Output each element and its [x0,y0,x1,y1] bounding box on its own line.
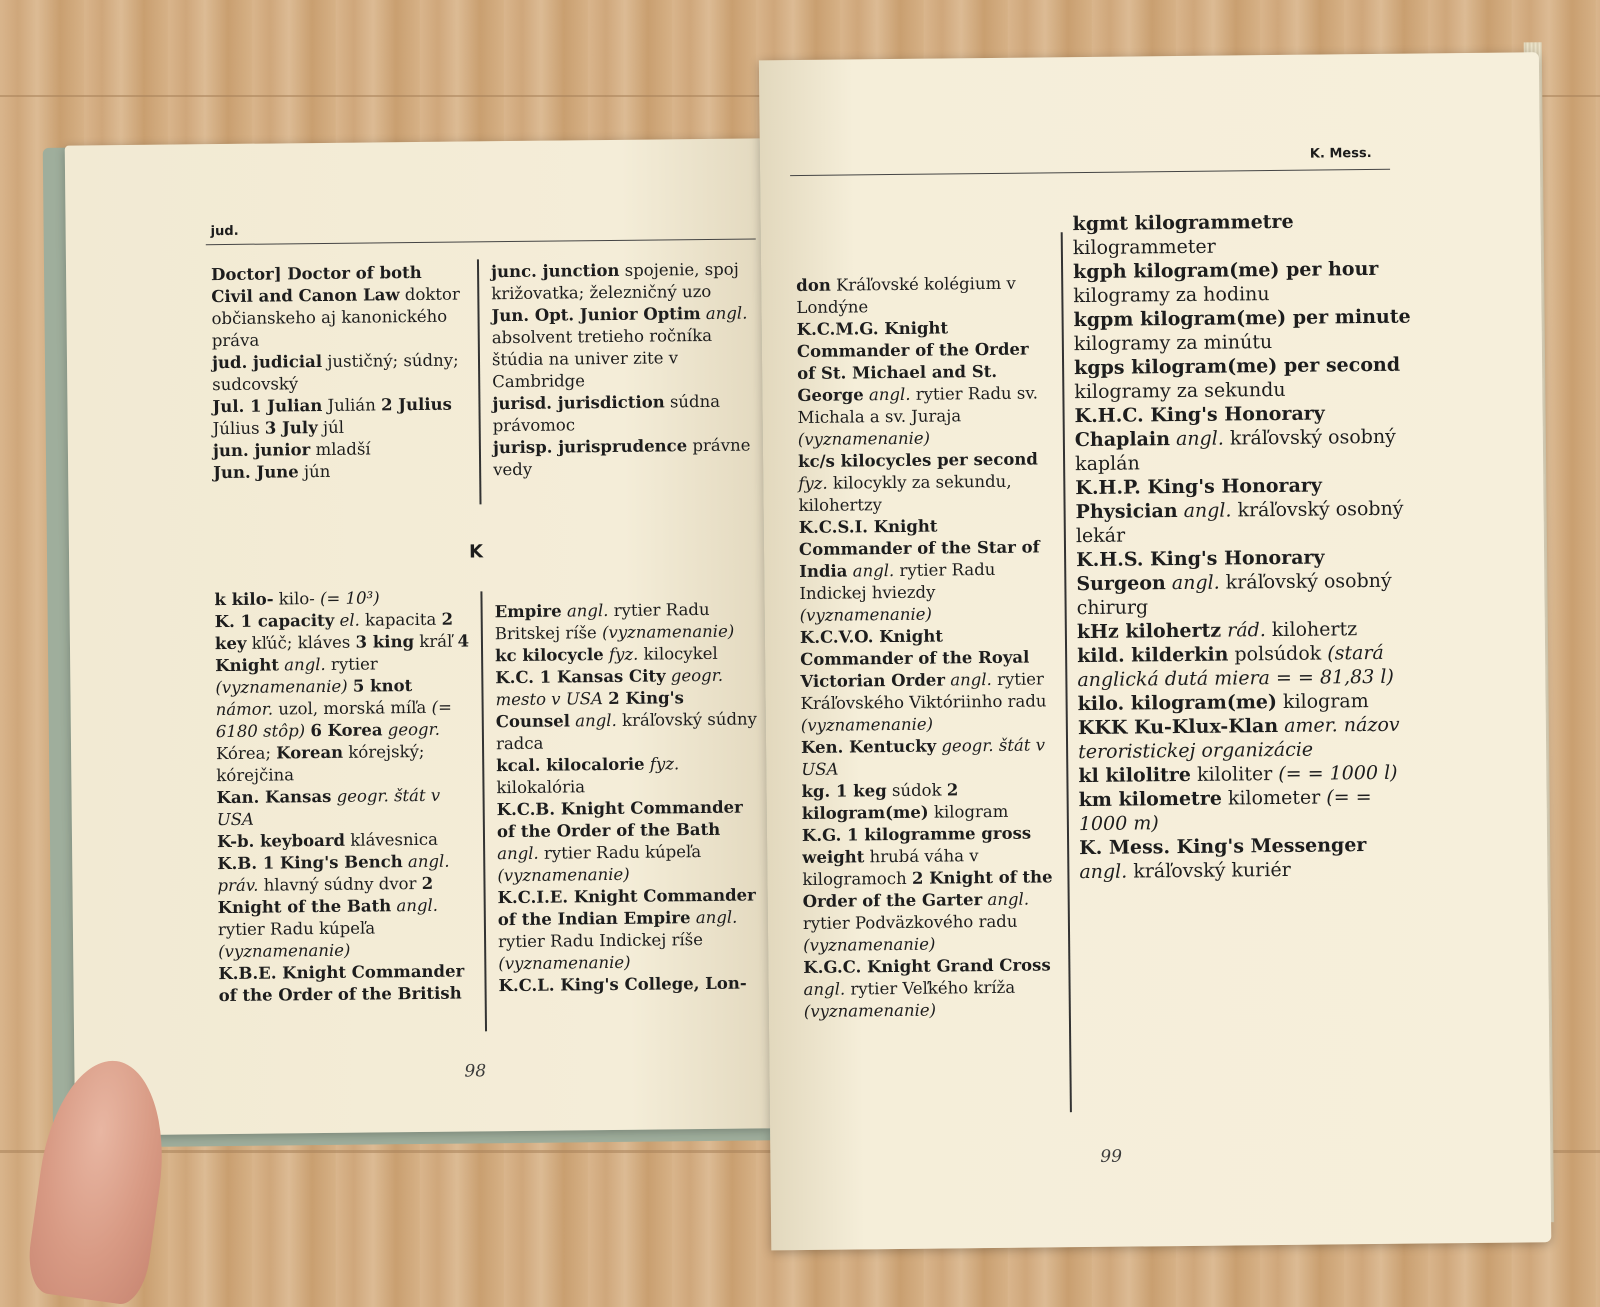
dictionary-entry: K.C.B. Knight Commander of the Order of the Bath angl. rytier Radu kúpeľa (vyznamenanie) [496,797,743,886]
left-col2-top [491,258,758,481]
dictionary-entry: kgph kilogram(me) per hour kilogramy za hodinu [1072,257,1379,308]
dictionary-entry: kl kilolitre kiloliter (= = 1000 l) [1078,761,1398,788]
dictionary-entry: K.H.C. King's Honorary Chaplain angl. kráľovský osobný kaplán [1074,402,1396,476]
dictionary-entry: K.H.S. King's Honorary Surgeon angl. kráľovský osobný chirurg [1076,546,1392,620]
left-head-rule [206,238,756,245]
dictionary-entry: Jul. 1 Julian Julián 2 Julius Július 3 July júl [212,394,452,439]
right-page [759,52,1551,1250]
dictionary-entry: K. Mess. King's Messenger angl. kráľovský kuriér [1079,834,1367,884]
dictionary-entry: Ken. Kentucky geogr. štát v USA [800,735,1046,779]
dictionary-entry: K.C.L. King's College, Lon- [498,973,747,996]
dictionary-entry: kcal. kilocalorie fyz. kilokalória [496,754,680,798]
dictionary-entry: kgps kilogram(me) per second kilogramy za sekundu [1074,353,1401,404]
section-letter: K [468,541,484,563]
dictionary-entry: km kilometre kilometer (= = 1000 m) [1078,786,1372,836]
dictionary-entry: kgmt kilogrammetre kilogrammeter [1072,210,1294,260]
dictionary-entry: K.C.I.E. Knight Commander of the Indian Empire angl. rytier Radu Indickej ríše (vyznamenanie) [497,885,756,974]
dictionary-entry: K.C.S.I. Knight Commander of the Star of India angl. rytier Radu Indickej hviezdy (vyznamenanie) [798,516,1040,626]
dictionary-entry: K.C.V.O. Knight Commander of the Royal Victorian Order angl. rytier Kráľovského Viktóriinho radu (vyznamenanie) [799,626,1047,735]
left-column-divider-top [477,259,482,504]
dictionary-entry: don Kráľovské kolégium v Londýne [796,273,1016,318]
dictionary-entry: K.C.M.G. Knight Commander of the Order of St. Michael and St. George angl. rytier Radu sv. Michala a sv. Juraja (vyznamenanie) [796,318,1039,450]
dictionary-entry: K.G. 1 kilogramme gross weight hrubá váha v kilogramoch 2 Knight of the Order of the Garter angl. rytier Podväzkového radu (vyznamenanie) [801,823,1053,955]
right-col1 [796,272,1059,1023]
left-page [65,138,770,1135]
dictionary-entry: K.H.P. King's Honorary Physician angl. kráľovský osobný lekár [1075,474,1404,548]
left-page-number: 98 [464,1061,487,1082]
left-col1-bottom [214,586,473,1007]
dictionary-entry: kg. 1 keg súdok 2 kilogram(me) kilogram [801,780,1009,823]
dictionary-entry: jun. junior mladší [212,439,371,461]
dictionary-entry: K. 1 capacity el. kapacita 2 key kľúč; kláves 3 king kráľ 4 Knight angl. rytier (vyznamenanie) 5 knot námor. uzol, morská míľa (= 6180 stôp) 6 Korea geogr. Kórea; Korean kórejský; kórejčina [214,609,470,786]
dictionary-entry: Empire angl. rytier Radu Britskej ríše (vyznamenanie) [494,599,735,644]
open-book [23,12,1576,1278]
dictionary-entry: Doctor] Doctor of both Civil and Canon Law doktor občianskeho aj kanonického práva [210,262,460,351]
dictionary-entry: Kan. Kansas geogr. štát v USA [216,785,441,830]
dictionary-entry: KKK Ku-Klux-Klan amer. názov teroristickej organizácie [1077,713,1400,764]
right-head-rule [790,169,1390,176]
left-col2-bottom [495,598,764,997]
dictionary-entry: Jun. Opt. Junior Optim angl. absolvent tretieho ročníka štúdia na univer zite v Cambridge [491,303,748,392]
dictionary-entry: kc kilocycle fyz. kilocykel [494,643,718,666]
right-column-divider [1061,232,1072,1112]
dictionary-entry: K.G.C. Knight Grand Cross angl. rytier Veľkého kríža (vyznamenanie) [803,955,1051,1021]
left-col1-top [211,261,468,484]
left-running-head: jud. [210,223,239,240]
dictionary-entry: kgpm kilogram(me) per minute kilogramy za minútu [1073,305,1411,356]
right-col2 [1072,209,1419,885]
left-column-divider-bottom [480,591,487,1031]
dictionary-entry: K.B.E. Knight Commander of the Order of the British [218,961,465,1006]
dictionary-entry: kilo. kilogram(me) kilogram [1077,690,1369,716]
dictionary-entry: K-b. keyboard klávesnica [216,829,439,852]
dictionary-entry: kild. kilderkin polsúdok (stará anglická dutá miera = = 81,83 l) [1077,641,1394,692]
dictionary-entry: kc/s kilocycles per second fyz. kilocykly za sekundu, kilohertzy [797,449,1039,516]
dictionary-entry: junc. junction spojenie, spoj križovatka; železničný uzo [490,259,739,304]
dictionary-entry: k kilo- kilo- (= 10³) [214,588,380,610]
dictionary-entry: kHz kilohertz rád. kilohertz [1076,618,1358,644]
dictionary-entry: jurisp. jurisprudence právne vedy [492,435,751,480]
dictionary-entry: K.C. 1 Kansas City geogr. mesto v USA 2 King's Counsel angl. kráľovský súdny radca [495,665,758,754]
right-running-head: K. Mess. [1309,145,1372,162]
dictionary-entry: K.B. 1 King's Bench angl. práv. hlavný súdny dvor 2 Knight of the Bath angl. rytier Radu kúpeľa (vyznamenanie) [217,851,450,962]
dictionary-entry: jud. judicial justičný; súdny; sudcovský [211,350,459,395]
dictionary-entry: jurisd. jurisdiction súdna právomoc [492,391,721,436]
dictionary-entry: Jun. June jún [213,461,331,483]
right-page-number: 99 [1100,1146,1123,1167]
